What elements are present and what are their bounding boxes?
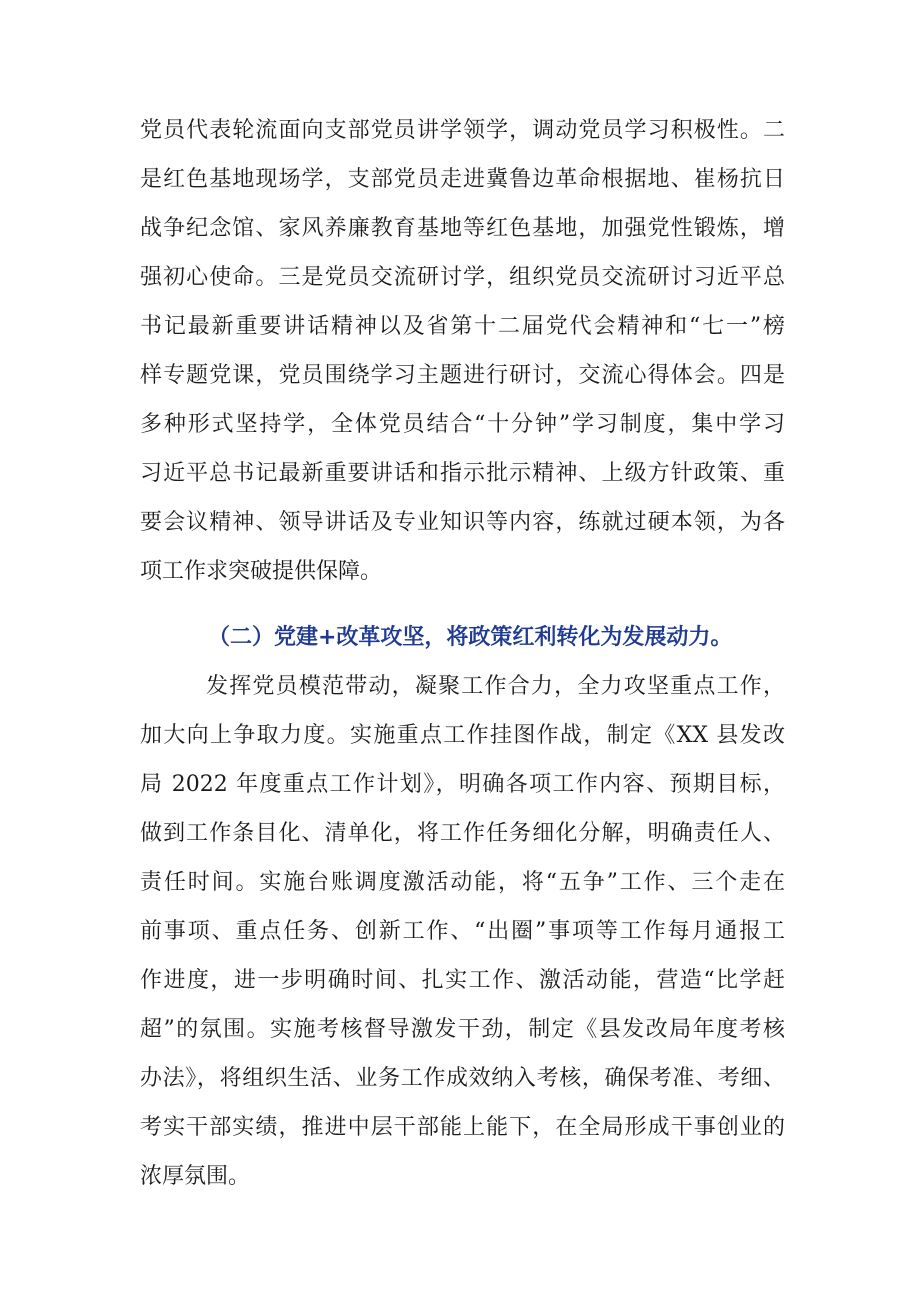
paragraph-line: 项工作求突破提供保障。 xyxy=(140,559,383,584)
paragraph-reform xyxy=(140,662,785,1201)
paragraph-line: 加大向上争取力度。实施重点工作挂图作战，制定《XX 县发改 xyxy=(140,723,785,748)
paragraph-line: 习近平总书记最新重要讲话和指示批示精神、上级方针政策、重 xyxy=(140,461,785,486)
paragraph-line: 浓厚氛围。 xyxy=(140,1164,251,1189)
section-heading: （二）党建+改革攻坚，将政策红利转化为发展动力。 xyxy=(208,625,733,650)
paragraph-line: 要会议精神、领导讲话及专业知识等内容，练就过硬本领，为各 xyxy=(140,510,785,535)
paragraph-line: 局 2022 年度重点工作计划》，明确各项工作内容、预期目标， xyxy=(140,772,785,797)
paragraph-line: 战争纪念馆、家风养廉教育基地等红色基地，加强党性锻炼，增 xyxy=(140,216,785,241)
paragraph-line: 是红色基地现场学，支部党员走进冀鲁边革命根据地、崔杨抗日 xyxy=(140,167,785,192)
paragraph-line: 前事项、重点任务、创新工作、“出圈”事项等工作每月通报工 xyxy=(140,919,785,944)
paragraph-line: 样专题党课，党员围绕学习主题进行研讨，交流心得体会。四是 xyxy=(140,363,785,388)
paragraph-line: 考实干部实绩，推进中层干部能上能下，在全局形成干事创业的 xyxy=(140,1115,785,1140)
paragraph-line: 强初心使命。三是党员交流研讨学，组织党员交流研讨习近平总 xyxy=(140,265,785,290)
paragraph-line: 书记最新重要讲话精神以及省第十二届党代会精神和“七一”榜 xyxy=(140,314,785,339)
paragraph-line: 做到工作条目化、清单化，将工作任务细化分解，明确责任人、 xyxy=(140,821,785,846)
paragraph-line: 多种形式坚持学，全体党员结合“十分钟”学习制度，集中学习 xyxy=(140,412,785,437)
paragraph-party-study xyxy=(140,106,785,596)
paragraph-line: 责任时间。实施台账调度激活动能，将“五争”工作、三个走在 xyxy=(140,870,785,895)
paragraph-line: 作进度，进一步明确时间、扎实工作、激活动能，营造“比学赶 xyxy=(140,968,785,993)
paragraph-line: 超”的氛围。实施考核督导激发干劲，制定《县发改局年度考核 xyxy=(140,1017,785,1042)
paragraph-line: 党员代表轮流面向支部党员讲学领学，调动党员学习积极性。二 xyxy=(140,118,785,143)
paragraph-line: 发挥党员模范带动，凝聚工作合力，全力攻坚重点工作， xyxy=(206,674,785,699)
paragraph-line: 办法》，将组织生活、业务工作成效纳入考核，确保考准、考细、 xyxy=(140,1066,785,1091)
